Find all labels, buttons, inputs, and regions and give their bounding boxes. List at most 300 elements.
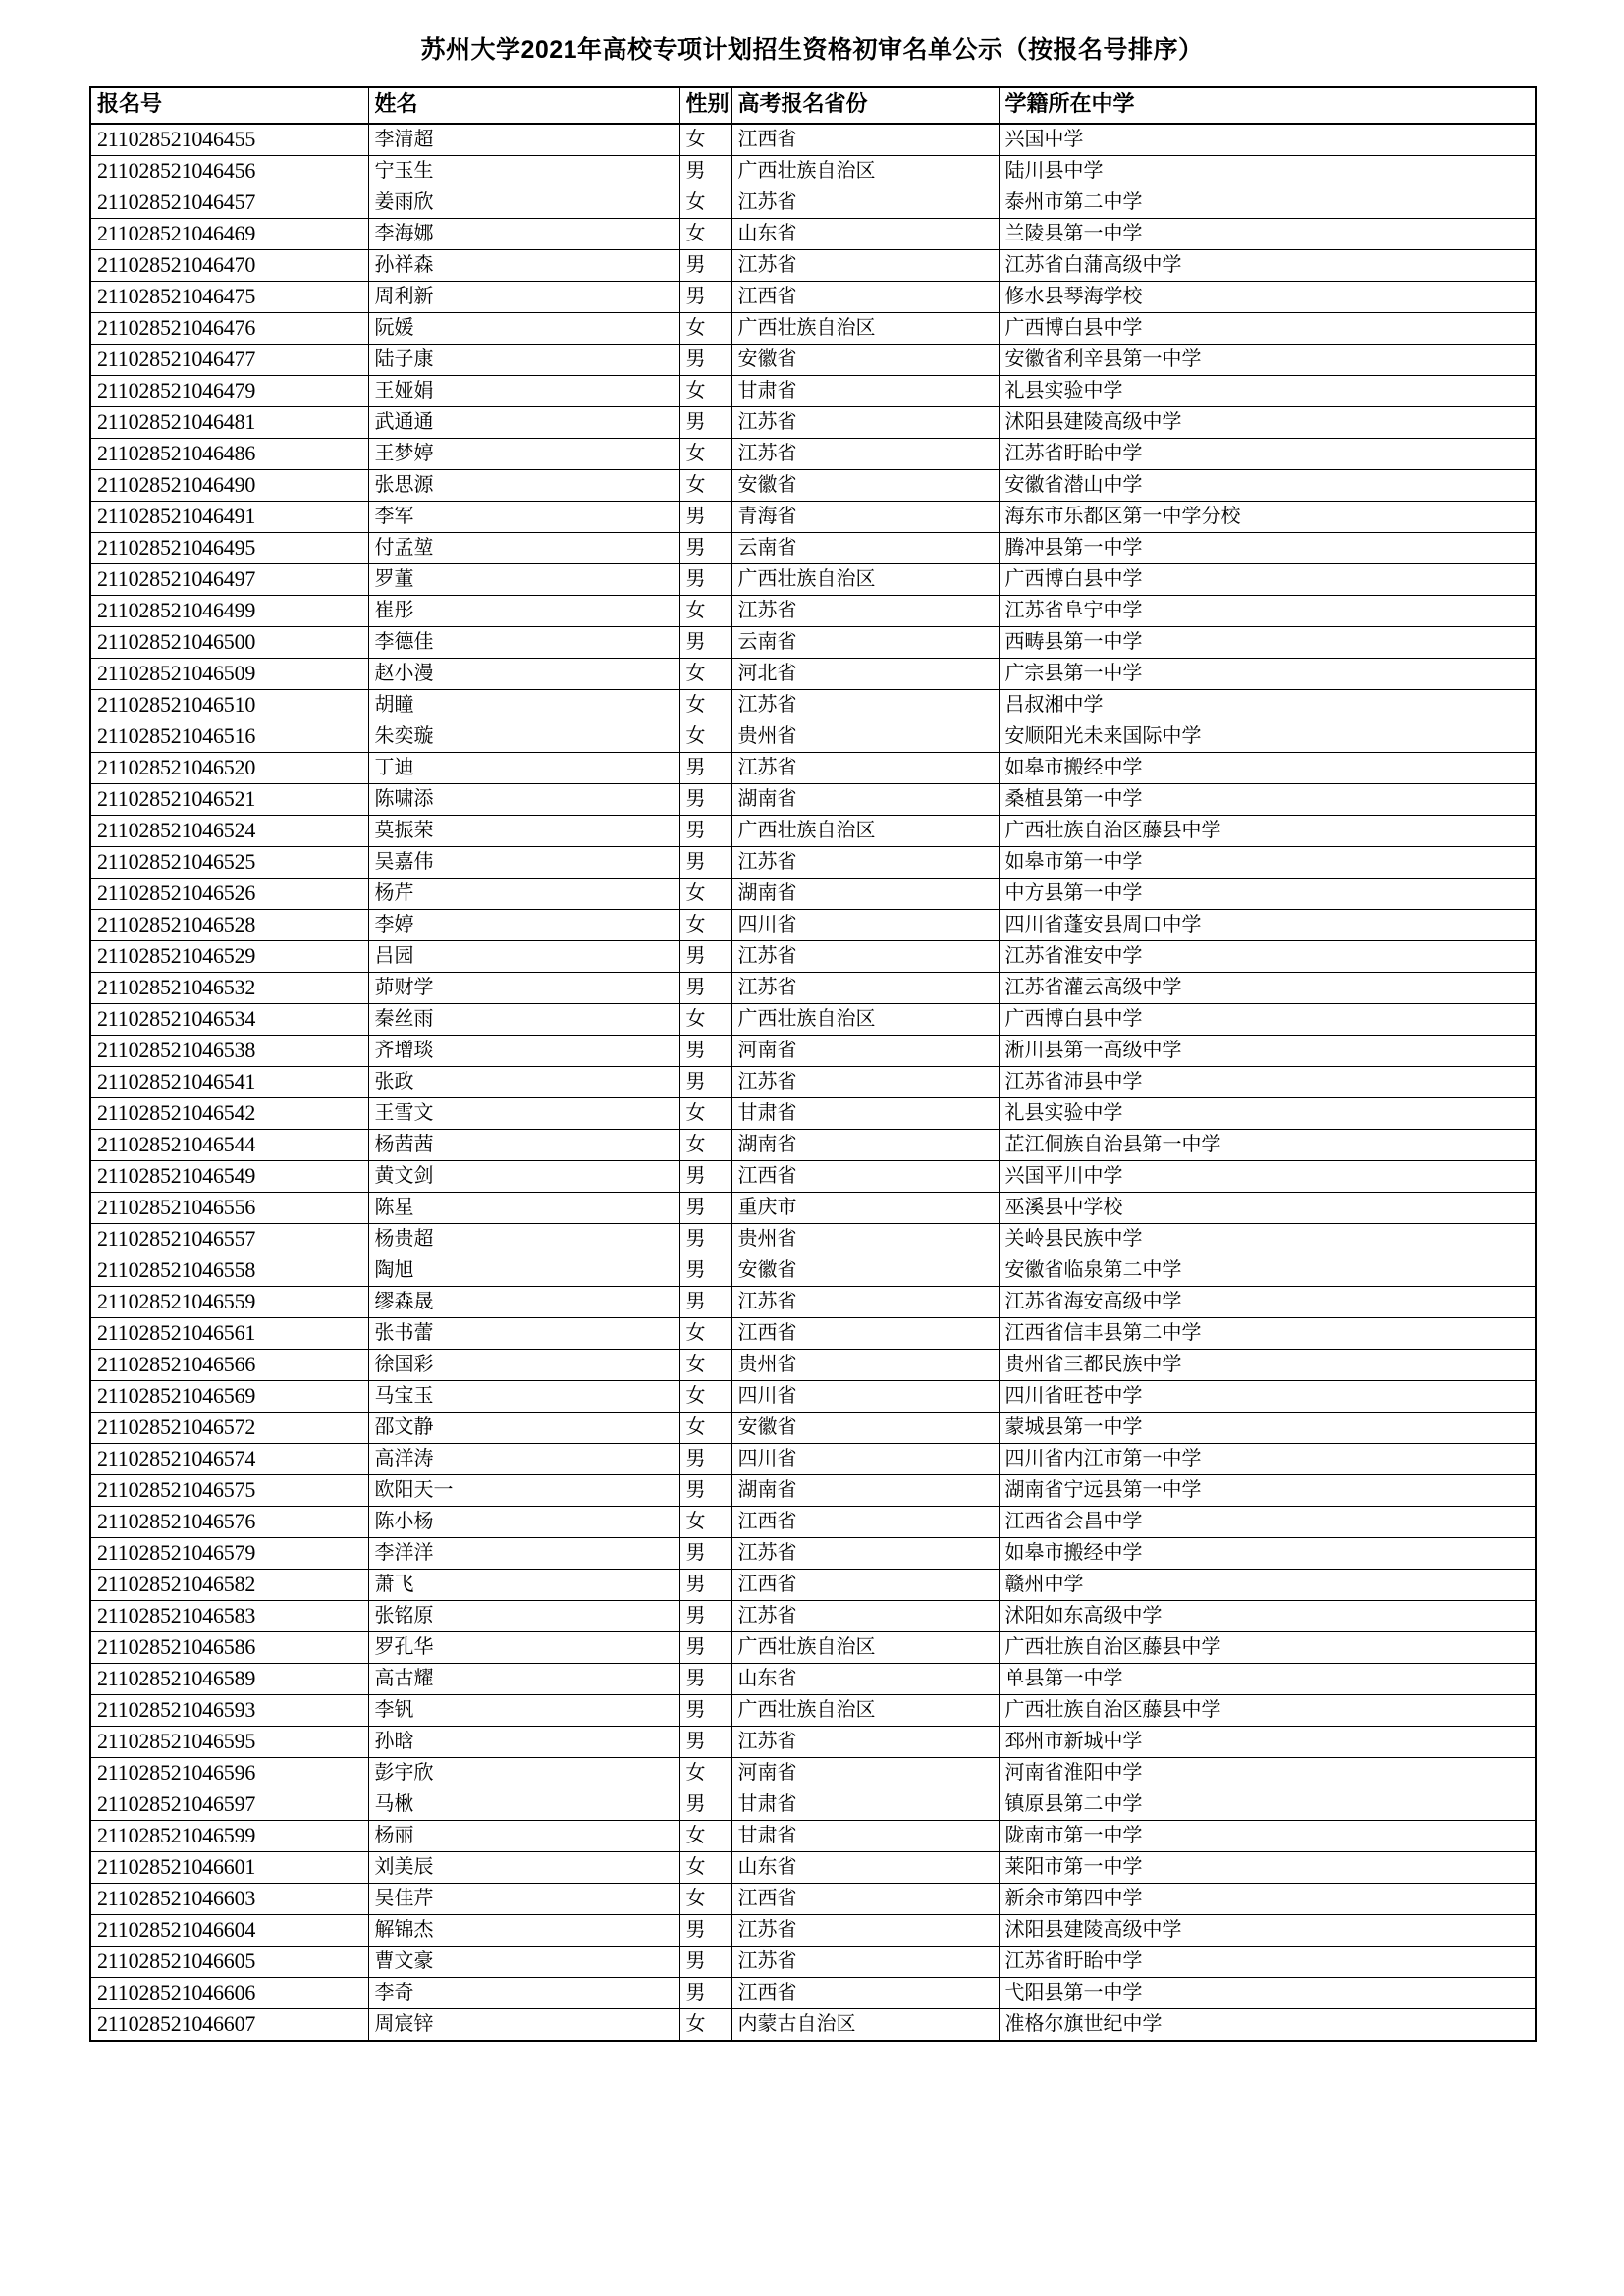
cell-school: 桑植县第一中学	[999, 783, 1536, 815]
cell-name: 陈小杨	[368, 1506, 679, 1537]
cell-registration-number: 211028521046599	[90, 1820, 368, 1851]
cell-exam-province: 山东省	[731, 1851, 999, 1883]
cell-school: 海东市乐都区第一中学分校	[999, 501, 1536, 532]
cell-school: 弋阳县第一中学	[999, 1977, 1536, 2008]
cell-school: 广西博白县中学	[999, 312, 1536, 344]
cell-school: 江苏省海安高级中学	[999, 1286, 1536, 1317]
cell-school: 河南省淮阳中学	[999, 1757, 1536, 1789]
cell-gender: 男	[679, 1286, 731, 1317]
cell-name: 姜雨欣	[368, 187, 679, 218]
cell-gender: 男	[679, 1223, 731, 1255]
cell-school: 巫溪县中学校	[999, 1192, 1536, 1223]
cell-name: 张思源	[368, 469, 679, 501]
cell-gender: 男	[679, 1160, 731, 1192]
cell-gender: 男	[679, 1789, 731, 1820]
table-body	[90, 124, 1536, 2041]
cell-school: 邳州市新城中学	[999, 1726, 1536, 1757]
cell-gender: 女	[679, 312, 731, 344]
cell-school: 沭阳县建陵高级中学	[999, 406, 1536, 438]
cell-registration-number: 211028521046566	[90, 1349, 368, 1380]
cell-exam-province: 江苏省	[731, 1914, 999, 1946]
table-row	[90, 940, 1536, 972]
cell-name: 李婷	[368, 909, 679, 940]
cell-school: 芷江侗族自治县第一中学	[999, 1129, 1536, 1160]
table-row	[90, 1035, 1536, 1066]
table-row	[90, 1694, 1536, 1726]
cell-registration-number: 211028521046495	[90, 532, 368, 563]
cell-exam-province: 江苏省	[731, 1537, 999, 1569]
cell-school: 兴国中学	[999, 124, 1536, 156]
cell-registration-number: 211028521046455	[90, 124, 368, 156]
cell-school: 沭阳县建陵高级中学	[999, 1914, 1536, 1946]
cell-school: 江苏省白蒲高级中学	[999, 249, 1536, 281]
cell-name: 徐国彩	[368, 1349, 679, 1380]
cell-exam-province: 江苏省	[731, 1726, 999, 1757]
cell-exam-province: 云南省	[731, 532, 999, 563]
table-row	[90, 1443, 1536, 1474]
cell-registration-number: 211028521046497	[90, 563, 368, 595]
cell-name: 莫振荣	[368, 815, 679, 846]
cell-name: 李钒	[368, 1694, 679, 1726]
cell-registration-number: 211028521046516	[90, 721, 368, 752]
cell-registration-number: 211028521046601	[90, 1851, 368, 1883]
cell-name: 张铭原	[368, 1600, 679, 1631]
table-row	[90, 909, 1536, 940]
roster-table-container	[89, 65, 1535, 2042]
cell-name: 周宸锌	[368, 2008, 679, 2041]
cell-exam-province: 四川省	[731, 1380, 999, 1412]
cell-gender: 男	[679, 1600, 731, 1631]
table-row	[90, 1474, 1536, 1506]
cell-registration-number: 211028521046576	[90, 1506, 368, 1537]
table-row	[90, 1506, 1536, 1537]
table-row	[90, 1977, 1536, 2008]
cell-school: 如皋市第一中学	[999, 846, 1536, 878]
cell-exam-province: 江西省	[731, 1883, 999, 1914]
cell-gender: 男	[679, 1977, 731, 2008]
cell-gender: 女	[679, 375, 731, 406]
cell-name: 高古耀	[368, 1663, 679, 1694]
cell-school: 如皋市搬经中学	[999, 752, 1536, 783]
cell-school: 赣州中学	[999, 1569, 1536, 1600]
cell-school: 腾冲县第一中学	[999, 532, 1536, 563]
cell-gender: 男	[679, 281, 731, 312]
column-header-exam-province: 高考报名省份	[731, 87, 999, 124]
cell-registration-number: 211028521046593	[90, 1694, 368, 1726]
column-header-registration-number: 报名号	[90, 87, 368, 124]
cell-gender: 女	[679, 218, 731, 249]
cell-school: 兰陵县第一中学	[999, 218, 1536, 249]
cell-registration-number: 211028521046572	[90, 1412, 368, 1443]
table-row	[90, 689, 1536, 721]
cell-exam-province: 江苏省	[731, 187, 999, 218]
table-row	[90, 563, 1536, 595]
table-row	[90, 344, 1536, 375]
cell-registration-number: 211028521046586	[90, 1631, 368, 1663]
cell-exam-province: 贵州省	[731, 721, 999, 752]
table-row	[90, 1317, 1536, 1349]
table-row	[90, 658, 1536, 689]
cell-gender: 男	[679, 532, 731, 563]
cell-registration-number: 211028521046500	[90, 626, 368, 658]
cell-gender: 男	[679, 501, 731, 532]
table-header-row	[90, 87, 1536, 124]
cell-name: 李洋洋	[368, 1537, 679, 1569]
table-row	[90, 1883, 1536, 1914]
table-row	[90, 1946, 1536, 1977]
table-row	[90, 1631, 1536, 1663]
cell-school: 泰州市第二中学	[999, 187, 1536, 218]
cell-registration-number: 211028521046595	[90, 1726, 368, 1757]
cell-registration-number: 211028521046534	[90, 1003, 368, 1035]
cell-name: 杨丽	[368, 1820, 679, 1851]
cell-school: 安徽省利辛县第一中学	[999, 344, 1536, 375]
table-row	[90, 1569, 1536, 1600]
cell-exam-province: 江苏省	[731, 1286, 999, 1317]
cell-gender: 男	[679, 1631, 731, 1663]
cell-gender: 女	[679, 878, 731, 909]
table-row	[90, 815, 1536, 846]
cell-gender: 男	[679, 1946, 731, 1977]
cell-name: 王梦婷	[368, 438, 679, 469]
cell-name: 陶旭	[368, 1255, 679, 1286]
cell-registration-number: 211028521046499	[90, 595, 368, 626]
table-row	[90, 1537, 1536, 1569]
cell-exam-province: 江苏省	[731, 249, 999, 281]
table-row	[90, 1223, 1536, 1255]
cell-registration-number: 211028521046556	[90, 1192, 368, 1223]
cell-name: 丁迪	[368, 752, 679, 783]
page-title: 苏州大学2021年高校专项计划招生资格初审名单公示（按报名号排序）	[420, 36, 1204, 64]
cell-name: 付孟堃	[368, 532, 679, 563]
cell-gender: 女	[679, 658, 731, 689]
cell-gender: 男	[679, 1035, 731, 1066]
table-row	[90, 1286, 1536, 1317]
cell-registration-number: 211028521046529	[90, 940, 368, 972]
cell-registration-number: 211028521046596	[90, 1757, 368, 1789]
cell-exam-province: 江苏省	[731, 689, 999, 721]
cell-exam-province: 江苏省	[731, 940, 999, 972]
table-row	[90, 249, 1536, 281]
cell-exam-province: 贵州省	[731, 1349, 999, 1380]
cell-exam-province: 贵州省	[731, 1223, 999, 1255]
table-row	[90, 1820, 1536, 1851]
cell-name: 王娅娟	[368, 375, 679, 406]
cell-school: 吕叔湘中学	[999, 689, 1536, 721]
table-row	[90, 1160, 1536, 1192]
cell-school: 广西壮族自治区藤县中学	[999, 1694, 1536, 1726]
table-row	[90, 1380, 1536, 1412]
table-row	[90, 155, 1536, 187]
cell-gender: 男	[679, 1192, 731, 1223]
table-row	[90, 1600, 1536, 1631]
cell-registration-number: 211028521046479	[90, 375, 368, 406]
cell-gender: 女	[679, 1129, 731, 1160]
cell-gender: 男	[679, 815, 731, 846]
cell-school: 广西壮族自治区藤县中学	[999, 815, 1536, 846]
cell-exam-province: 四川省	[731, 909, 999, 940]
cell-school: 广西壮族自治区藤县中学	[999, 1631, 1536, 1663]
cell-gender: 男	[679, 752, 731, 783]
cell-registration-number: 211028521046583	[90, 1600, 368, 1631]
cell-registration-number: 211028521046569	[90, 1380, 368, 1412]
cell-school: 准格尔旗世纪中学	[999, 2008, 1536, 2041]
cell-registration-number: 211028521046481	[90, 406, 368, 438]
cell-exam-province: 甘肃省	[731, 1789, 999, 1820]
table-row	[90, 532, 1536, 563]
cell-exam-province: 山东省	[731, 218, 999, 249]
cell-name: 崔彤	[368, 595, 679, 626]
cell-registration-number: 211028521046607	[90, 2008, 368, 2041]
table-row	[90, 1066, 1536, 1097]
cell-exam-province: 江苏省	[731, 1946, 999, 1977]
table-row	[90, 218, 1536, 249]
cell-exam-province: 河南省	[731, 1757, 999, 1789]
cell-gender: 女	[679, 595, 731, 626]
table-row	[90, 721, 1536, 752]
table-row	[90, 187, 1536, 218]
cell-registration-number: 211028521046532	[90, 972, 368, 1003]
cell-registration-number: 211028521046469	[90, 218, 368, 249]
cell-gender: 女	[679, 909, 731, 940]
cell-exam-province: 内蒙古自治区	[731, 2008, 999, 2041]
table-row	[90, 1349, 1536, 1380]
cell-exam-province: 重庆市	[731, 1192, 999, 1223]
cell-registration-number: 211028521046575	[90, 1474, 368, 1506]
cell-name: 张政	[368, 1066, 679, 1097]
cell-exam-province: 广西壮族自治区	[731, 155, 999, 187]
cell-gender: 男	[679, 783, 731, 815]
cell-exam-province: 河南省	[731, 1035, 999, 1066]
table-row	[90, 2008, 1536, 2041]
cell-name: 吕园	[368, 940, 679, 972]
cell-registration-number: 211028521046526	[90, 878, 368, 909]
cell-gender: 男	[679, 155, 731, 187]
cell-school: 安顺阳光未来国际中学	[999, 721, 1536, 752]
cell-exam-province: 湖南省	[731, 783, 999, 815]
cell-school: 新余市第四中学	[999, 1883, 1536, 1914]
cell-gender: 女	[679, 721, 731, 752]
cell-exam-province: 湖南省	[731, 1474, 999, 1506]
cell-name: 孙祥森	[368, 249, 679, 281]
cell-gender: 男	[679, 249, 731, 281]
cell-exam-province: 江西省	[731, 1569, 999, 1600]
cell-exam-province: 湖南省	[731, 878, 999, 909]
cell-school: 礼县实验中学	[999, 1097, 1536, 1129]
table-row	[90, 438, 1536, 469]
cell-exam-province: 甘肃省	[731, 1820, 999, 1851]
cell-name: 张书蕾	[368, 1317, 679, 1349]
table-row	[90, 1914, 1536, 1946]
cell-name: 李清超	[368, 124, 679, 156]
cell-gender: 女	[679, 1412, 731, 1443]
cell-name: 邵文静	[368, 1412, 679, 1443]
cell-school: 单县第一中学	[999, 1663, 1536, 1694]
cell-school: 修水县琴海学校	[999, 281, 1536, 312]
cell-exam-province: 安徽省	[731, 1255, 999, 1286]
cell-name: 缪森晟	[368, 1286, 679, 1317]
cell-registration-number: 211028521046558	[90, 1255, 368, 1286]
cell-registration-number: 211028521046603	[90, 1883, 368, 1914]
cell-school: 四川省蓬安县周口中学	[999, 909, 1536, 940]
cell-registration-number: 211028521046470	[90, 249, 368, 281]
cell-name: 高洋涛	[368, 1443, 679, 1474]
cell-school: 兴国平川中学	[999, 1160, 1536, 1192]
cell-gender: 男	[679, 940, 731, 972]
table-row	[90, 1412, 1536, 1443]
table-row	[90, 124, 1536, 156]
cell-gender: 男	[679, 1569, 731, 1600]
cell-exam-province: 湖南省	[731, 1129, 999, 1160]
cell-name: 周利新	[368, 281, 679, 312]
cell-registration-number: 211028521046574	[90, 1443, 368, 1474]
column-header-gender: 性别	[679, 87, 731, 124]
cell-school: 江苏省灌云高级中学	[999, 972, 1536, 1003]
cell-school: 江苏省淮安中学	[999, 940, 1536, 972]
table-row	[90, 1129, 1536, 1160]
cell-exam-province: 广西壮族自治区	[731, 1003, 999, 1035]
table-row	[90, 1726, 1536, 1757]
cell-gender: 男	[679, 1066, 731, 1097]
cell-school: 蒙城县第一中学	[999, 1412, 1536, 1443]
cell-registration-number: 211028521046579	[90, 1537, 368, 1569]
cell-gender: 男	[679, 1694, 731, 1726]
cell-name: 陈啸添	[368, 783, 679, 815]
cell-school: 广西博白县中学	[999, 1003, 1536, 1035]
cell-registration-number: 211028521046606	[90, 1977, 368, 2008]
table-row	[90, 375, 1536, 406]
cell-exam-province: 江苏省	[731, 972, 999, 1003]
cell-school: 江苏省沛县中学	[999, 1066, 1536, 1097]
table-row	[90, 1192, 1536, 1223]
cell-school: 江苏省盱眙中学	[999, 438, 1536, 469]
cell-exam-province: 广西壮族自治区	[731, 312, 999, 344]
cell-name: 杨茜茜	[368, 1129, 679, 1160]
cell-exam-province: 安徽省	[731, 469, 999, 501]
cell-exam-province: 广西壮族自治区	[731, 815, 999, 846]
cell-registration-number: 211028521046544	[90, 1129, 368, 1160]
cell-exam-province: 江苏省	[731, 752, 999, 783]
cell-registration-number: 211028521046510	[90, 689, 368, 721]
cell-name: 解锦杰	[368, 1914, 679, 1946]
cell-gender: 男	[679, 626, 731, 658]
cell-school: 江西省信丰县第二中学	[999, 1317, 1536, 1349]
cell-exam-province: 甘肃省	[731, 1097, 999, 1129]
cell-registration-number: 211028521046589	[90, 1663, 368, 1694]
cell-gender: 女	[679, 1820, 731, 1851]
cell-exam-province: 江苏省	[731, 846, 999, 878]
cell-exam-province: 甘肃省	[731, 375, 999, 406]
cell-name: 茆财学	[368, 972, 679, 1003]
table-row	[90, 1097, 1536, 1129]
cell-registration-number: 211028521046597	[90, 1789, 368, 1820]
cell-exam-province: 广西壮族自治区	[731, 1631, 999, 1663]
cell-name: 武通通	[368, 406, 679, 438]
cell-exam-province: 江苏省	[731, 595, 999, 626]
table-row	[90, 469, 1536, 501]
cell-exam-province: 山东省	[731, 1663, 999, 1694]
cell-name: 黄文剑	[368, 1160, 679, 1192]
cell-exam-province: 青海省	[731, 501, 999, 532]
table-row	[90, 501, 1536, 532]
cell-name: 欧阳天一	[368, 1474, 679, 1506]
cell-exam-province: 安徽省	[731, 344, 999, 375]
cell-registration-number: 211028521046476	[90, 312, 368, 344]
cell-gender: 男	[679, 1663, 731, 1694]
cell-gender: 女	[679, 469, 731, 501]
cell-exam-province: 江苏省	[731, 1600, 999, 1631]
cell-registration-number: 211028521046477	[90, 344, 368, 375]
cell-school: 广宗县第一中学	[999, 658, 1536, 689]
cell-name: 陆子康	[368, 344, 679, 375]
cell-registration-number: 211028521046561	[90, 1317, 368, 1349]
cell-registration-number: 211028521046605	[90, 1946, 368, 1977]
cell-name: 齐增琰	[368, 1035, 679, 1066]
cell-school: 四川省内江市第一中学	[999, 1443, 1536, 1474]
cell-gender: 女	[679, 438, 731, 469]
cell-school: 关岭县民族中学	[999, 1223, 1536, 1255]
cell-name: 杨芹	[368, 878, 679, 909]
cell-gender: 女	[679, 1097, 731, 1129]
cell-school: 广西博白县中学	[999, 563, 1536, 595]
cell-exam-province: 江西省	[731, 1317, 999, 1349]
cell-school: 安徽省潜山中学	[999, 469, 1536, 501]
cell-name: 陈星	[368, 1192, 679, 1223]
cell-school: 如皋市搬经中学	[999, 1537, 1536, 1569]
cell-name: 吴佳芹	[368, 1883, 679, 1914]
cell-school: 沭阳如东高级中学	[999, 1600, 1536, 1631]
table-row	[90, 312, 1536, 344]
cell-registration-number: 211028521046582	[90, 1569, 368, 1600]
table-row	[90, 846, 1536, 878]
cell-name: 彭宇欣	[368, 1757, 679, 1789]
cell-name: 李德佳	[368, 626, 679, 658]
cell-school: 江苏省盱眙中学	[999, 1946, 1536, 1977]
cell-name: 孙晗	[368, 1726, 679, 1757]
table-row	[90, 878, 1536, 909]
table-row	[90, 752, 1536, 783]
cell-registration-number: 211028521046549	[90, 1160, 368, 1192]
cell-name: 王雪文	[368, 1097, 679, 1129]
cell-school: 中方县第一中学	[999, 878, 1536, 909]
cell-name: 刘美辰	[368, 1851, 679, 1883]
cell-exam-province: 广西壮族自治区	[731, 1694, 999, 1726]
cell-school: 西畴县第一中学	[999, 626, 1536, 658]
table-row	[90, 1757, 1536, 1789]
applicant-roster-table	[89, 86, 1537, 2042]
column-header-name: 姓名	[368, 87, 679, 124]
cell-exam-province: 江西省	[731, 1977, 999, 2008]
cell-school: 莱阳市第一中学	[999, 1851, 1536, 1883]
cell-name: 阮媛	[368, 312, 679, 344]
table-row	[90, 1789, 1536, 1820]
cell-name: 李奇	[368, 1977, 679, 2008]
cell-exam-province: 四川省	[731, 1443, 999, 1474]
cell-name: 萧飞	[368, 1569, 679, 1600]
cell-name: 赵小漫	[368, 658, 679, 689]
table-row	[90, 1003, 1536, 1035]
cell-name: 李海娜	[368, 218, 679, 249]
cell-gender: 男	[679, 344, 731, 375]
cell-exam-province: 江苏省	[731, 406, 999, 438]
cell-exam-province: 江西省	[731, 1506, 999, 1537]
cell-registration-number: 211028521046491	[90, 501, 368, 532]
cell-registration-number: 211028521046520	[90, 752, 368, 783]
cell-school: 贵州省三都民族中学	[999, 1349, 1536, 1380]
cell-school: 礼县实验中学	[999, 375, 1536, 406]
cell-name: 李军	[368, 501, 679, 532]
cell-name: 秦丝雨	[368, 1003, 679, 1035]
